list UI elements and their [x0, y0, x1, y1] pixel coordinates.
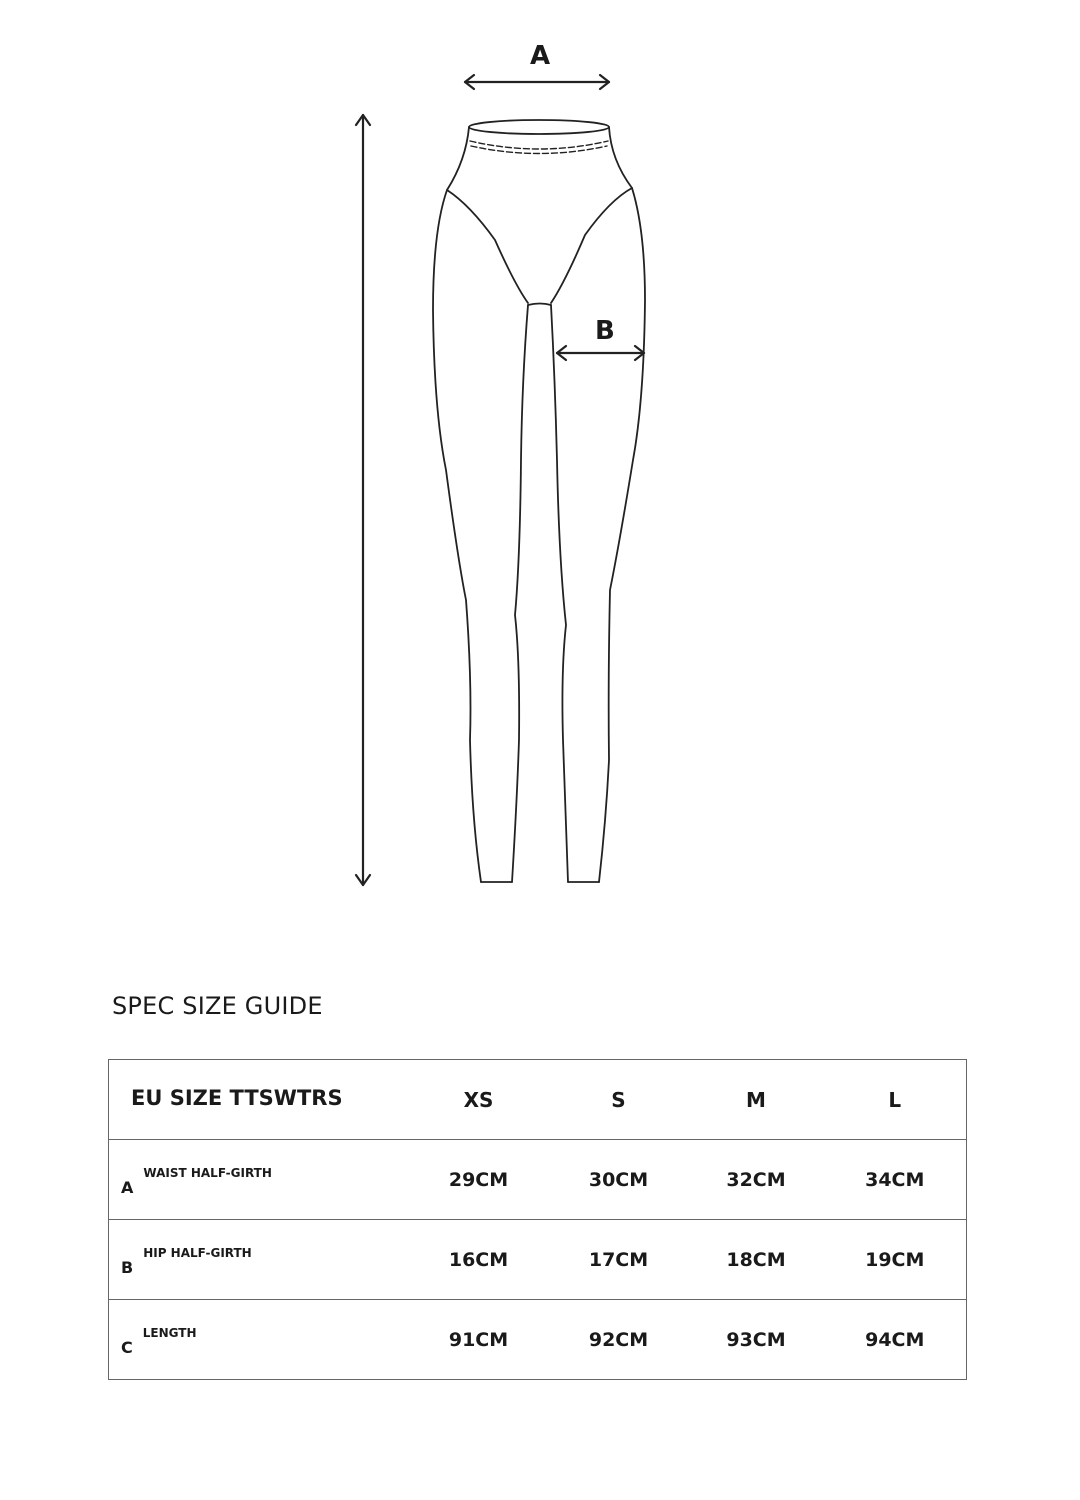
table-header-row — [109, 1060, 967, 1140]
row-name: HIP HALF-GIRTH — [143, 1246, 252, 1260]
table-header-label: EU SIZE TTSWTRS — [109, 1060, 409, 1140]
table-cell: 34CM — [824, 1140, 967, 1220]
table-cell: 19CM — [824, 1220, 967, 1300]
table-cell: 91CM — [409, 1300, 549, 1380]
table-cell: 29CM — [409, 1140, 549, 1220]
table-row — [109, 1220, 967, 1300]
table-cell: 32CM — [689, 1140, 824, 1220]
page-title: SPEC SIZE GUIDE — [112, 992, 323, 1020]
table-cell: 93CM — [689, 1300, 824, 1380]
row-name: LENGTH — [142, 1326, 197, 1340]
row-letter: A — [121, 1178, 134, 1197]
label-b: B — [595, 316, 615, 346]
waist-measure-arrow — [465, 75, 609, 89]
length-measure-arrow — [356, 115, 370, 885]
row-label — [109, 1300, 409, 1380]
table-cell: 92CM — [549, 1300, 689, 1380]
table-cell: 17CM — [549, 1220, 689, 1300]
table-cell: 94CM — [824, 1300, 967, 1380]
label-a: A — [530, 41, 551, 71]
row-name: WAIST HALF-GIRTH — [143, 1166, 272, 1180]
size-xs: XS — [409, 1060, 549, 1140]
row-letter: C — [121, 1338, 133, 1357]
table-cell: 18CM — [689, 1220, 824, 1300]
table-cell: 30CM — [549, 1140, 689, 1220]
size-m: M — [689, 1060, 824, 1140]
row-label — [109, 1220, 409, 1300]
size-table — [108, 1059, 967, 1380]
table-row — [109, 1300, 967, 1380]
row-label — [109, 1140, 409, 1220]
row-letter: B — [121, 1258, 134, 1277]
leggings-outline — [433, 120, 645, 882]
hip-measure-arrow — [557, 346, 644, 360]
size-s: S — [549, 1060, 689, 1140]
table-cell: 16CM — [409, 1220, 549, 1300]
table-row — [109, 1140, 967, 1220]
size-l: L — [824, 1060, 967, 1140]
